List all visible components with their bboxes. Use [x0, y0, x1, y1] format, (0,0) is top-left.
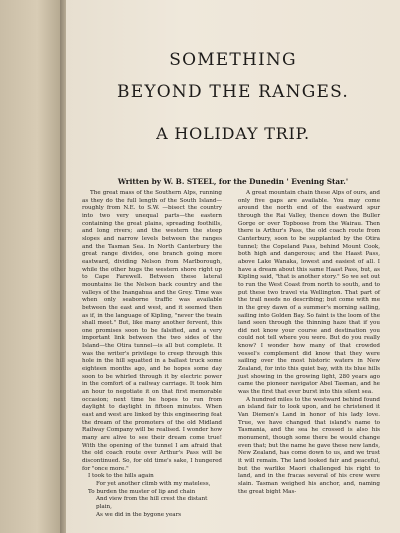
right-paragraph-2: A hundred miles to the westward behind found an island fair to look upon, and he christened it Van Diemen's Land in honor of his lady love. True, we have changed that island's name to Tasmania, and the sea he crossed is also his monument, though some there be would change even that; but the name he gave these new lands, New Zealand, has come down to us, and we trust it will remain. The land looked fair and peaceful, but the warlike Maori challenged his right to land, and in the fracas several of his crew were slain. Tasman weighed his anchor, and, naming the great bight Mas-	[238, 396, 380, 495]
verse-line-2: For yet another climb with my mateless,	[96, 480, 211, 487]
subtitle: A HOLIDAY TRIP.	[156, 124, 310, 143]
right-column	[238, 190, 380, 496]
verse-line-1: I took to the hills again	[88, 473, 154, 480]
previous-page-edge	[0, 0, 62, 533]
book-page	[66, 0, 400, 533]
right-paragraph-1: A great mountain chain these Alps of ours, and only five gaps are available. You may come around the north end of the eastward spur through the Rai Valley, thence down the Buller Gorge or over Topboose from the Wairau. Then there is Arthur's Pass, the old coach route from Canterbury, soon to be supplanted by the Otira tunnel; the Copeland Pass, behind Mount Cook, both high and dangerous; and the Haast Pass, above Lake Wanaka, lowest and easiest of all. I have a dream about this same Haast Pass, but, as Kipling said, "that is another story." So we set out to run the West Coast from north to south, and to put these two travel via Wellington. That part of the trail needs no describing; but come with me in the grey dawn of a summer's morning sailing, sailing into Golden Bay. So faint is the loom of the land seen through the thinning haze that if you did not know your course and destination you could not tell where you were. But do you really know? I wonder how many of that crowded vessel's complement did know that they were sailing over the most historic waters in New Zealand, for into this quiet bay, with its blue hills just showing in the growing light, 280 years ago came the pioneer navigator Abel Tasman, and he was the first that ever burst into this silent sea.	[238, 190, 380, 396]
verse-line-4: And view from the hill crest the distant plain,	[96, 496, 208, 510]
left-column	[82, 190, 222, 519]
verse-line-3: To burden the muster of lip and chain	[88, 488, 196, 495]
title-line-1: SOMETHING	[169, 50, 297, 70]
byline: Written by W. B. STEEL, for the Dunedin ' Evening Star.'	[117, 177, 349, 186]
title-line-2: BEYOND THE RANGES.	[117, 82, 349, 102]
verse-line-5: As we did in the bygone years	[96, 511, 182, 518]
left-paragraph-1: The great mass of the Southern Alps, running as they do the full length of the South Island—roughly from N.E. to S.W. —bisect the country into two very unequal parts—the eastern containing the great plains, spreading foothills, and long rivers; and the western the steep slopes and narrow levels between the ranges and the Tasman Sea. In North Canterbury the great range divides, one branch going more eastward, dividing Nelson from Marlborough, while the other hugs the western shore right up to Cape Farewell. Between these lateral mountains lie the Nelson back country and the valleys of the Inangahua and the Grey. Time was when only seaborne traffic was available between the east and west, and it seemed then as if, in the language of Kipling, "never the twain shall meet." But, like many another fervent, this one promises soon to be falsified, and a very important link between the two sides of the Island—the Otira tunnel—is all but complete. It was the writer's privilege to creep through this hole in the hill squatted in a ballast truck some eighteen months ago, and he hopes some day soon to be whirled through it by electric power in the comfort of a railway carriage. It took him an hour to negotiate it on that first memorable occasion; next time he hopes to run from daylight to daylight in fifteen minutes. When east and west are linked by this engineering feat the dream of the promoters of the old Midland Railway Company will be realised. I wonder how many are alive to see their dream come true! With the opening of the tunnel I am afraid that the old coach route over Arthur's Pass will be discontinued. So, for old time's sake, I hungered for "once more."	[82, 190, 222, 472]
